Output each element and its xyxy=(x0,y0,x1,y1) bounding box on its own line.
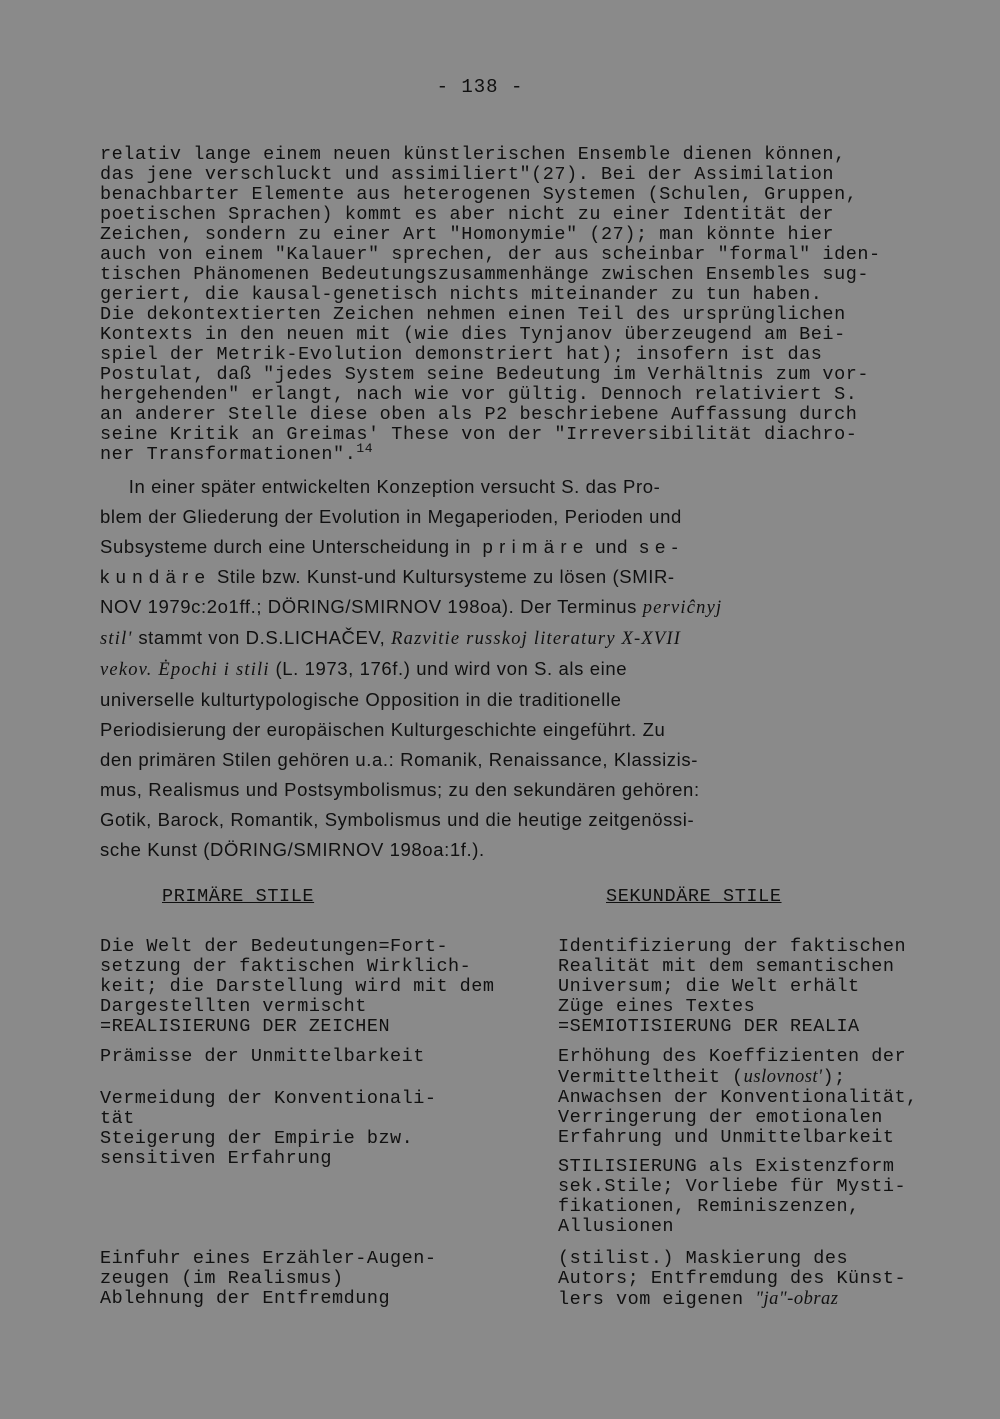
line: mus, Realismus und Postsymbolismus; zu den sekundären gehören: xyxy=(100,779,700,800)
line: Subsysteme durch eine Unterscheidung in p r i m ä r e und s e - xyxy=(100,536,679,557)
paragraph-2 xyxy=(100,472,900,865)
italic-term: uslovnost' xyxy=(743,1067,823,1087)
line: universelle kulturtypologische Opposition in die traditionelle xyxy=(100,689,622,710)
page-number: - 138 - xyxy=(436,76,524,98)
italic-title: vekov. Ėpochi i stili xyxy=(100,660,270,680)
primary-item: Die Welt der Bedeutungen=Fort- setzung der faktischen Wirklich- keit; die Darstellung wird mit dem Dargestellten vermischt =REALISIERUNG DER ZEICHEN xyxy=(100,936,495,1037)
secondary-item: Identifizierung der faktischen Realität mit dem semantischen Universum; die Welt erhält Züge eines Textes =SEMIOTISIERUNG DER REALIA xyxy=(558,936,907,1037)
paragraph-1-text: relativ lange einem neuen künstlerischen Ensemble dienen können, das jene verschluckt und assimiliert"(27). Bei der Assimilation benachbarter Elemente aus heterogenen Systemen (Schulen, Gruppen, poetischen Sprachen) kommt es aber nicht zu einer Identität der Zeichen, sondern zu einer Art "Homonymie" (27); man könnte hier auch von einem "Kalauer" sprechen, der aus scheinbar "formal" iden- tischen Phänomenen Bedeutungszusammenhänge zwischen Ensembles sug- geriert, die kausal-genetisch nichts miteinander zu tun haben. Die dekontextierten Zeichen nehmen einen Teil des ursprünglichen Kontexts in den neuen mit (wie dies Tynjanov überzeugend am Bei- spiel der Metrik-Evolution demonstriert hat); insofern ist das Postulat, daß "jedes System seine Bedeutung im Verhältnis zum vor- hergehenden" erlangt, nach wie vor gültig. Dennoch relativiert S. an anderer Stelle diese oben als P2 beschriebene Auffassung durch seine Kritik an Greimas' These von der "Irreversibilität diachro- ner Transformationen". xyxy=(100,144,881,465)
line: (L. 1973, 176f.) und wird von S. als eine xyxy=(269,658,628,679)
line: In einer später entwickelten Konzeption versucht S. das Pro- xyxy=(100,476,661,497)
column-heading-primary: PRIMÄRE STILE xyxy=(162,886,315,907)
line: den primären Stilen gehören u.a.: Romanik, Renaissance, Klassizis- xyxy=(100,749,698,770)
line: Periodisierung der europäischen Kulturgeschichte eingeführt. Zu xyxy=(100,719,666,740)
italic-term: "ja"-obraz xyxy=(755,1289,839,1309)
secondary-item: STILISIERUNG als Existenzform sek.Stile; Vorliebe für Mysti- fikationen, Reminiszenzen, Allusionen xyxy=(558,1156,907,1237)
line: NOV 1979c:2o1ff.; DÖRING/SMIRNOV 198oa). Der Terminus xyxy=(100,596,643,617)
primary-item: Einfuhr eines Erzähler-Augen- zeugen (im Realismus) Ablehnung der Entfremdung xyxy=(100,1248,437,1309)
primary-item: Vermeidung der Konventionali- tät Steigerung der Empirie bzw. sensitiven Erfahrung xyxy=(100,1088,437,1169)
line: Gotik, Barock, Romantik, Symbolismus und die heutige zeitgenössi- xyxy=(100,809,695,830)
column-heading-secondary: SEKUNDÄRE STILE xyxy=(606,886,782,907)
line: sche Kunst (DÖRING/SMIRNOV 198oa:1f.). xyxy=(100,839,485,860)
primary-item: Prämisse der Unmittelbarkeit xyxy=(100,1046,425,1067)
secondary-item xyxy=(558,1047,918,1148)
line: k u n d ä r e Stile bzw. Kunst-und Kultursysteme zu lösen (SMIR- xyxy=(100,566,675,587)
italic-title: perviĉnyj xyxy=(642,598,723,618)
text: ); Anwachsen der Konventionalität, Verringerung der emotionalen Erfahrung und Unmittelbarkeit xyxy=(558,1067,918,1148)
paragraph-1 xyxy=(100,145,900,465)
line: stammt von D.S.LICHAČEV, xyxy=(132,627,392,648)
line: blem der Gliederung der Evolution in Megaperioden, Perioden und xyxy=(100,506,682,527)
text: (stilist.) Maskierung des Autors; Entfremdung des Künst- lers vom eigenen xyxy=(558,1248,907,1310)
secondary-item xyxy=(558,1249,906,1310)
footnote-marker: 14 xyxy=(356,441,374,456)
text: Erhöhung des Koeffizienten der Vermitteltheit ( xyxy=(558,1046,907,1088)
italic-title: Razvitie russkoj literatury X-XVII xyxy=(391,629,682,649)
italic-title: stil' xyxy=(100,629,133,649)
